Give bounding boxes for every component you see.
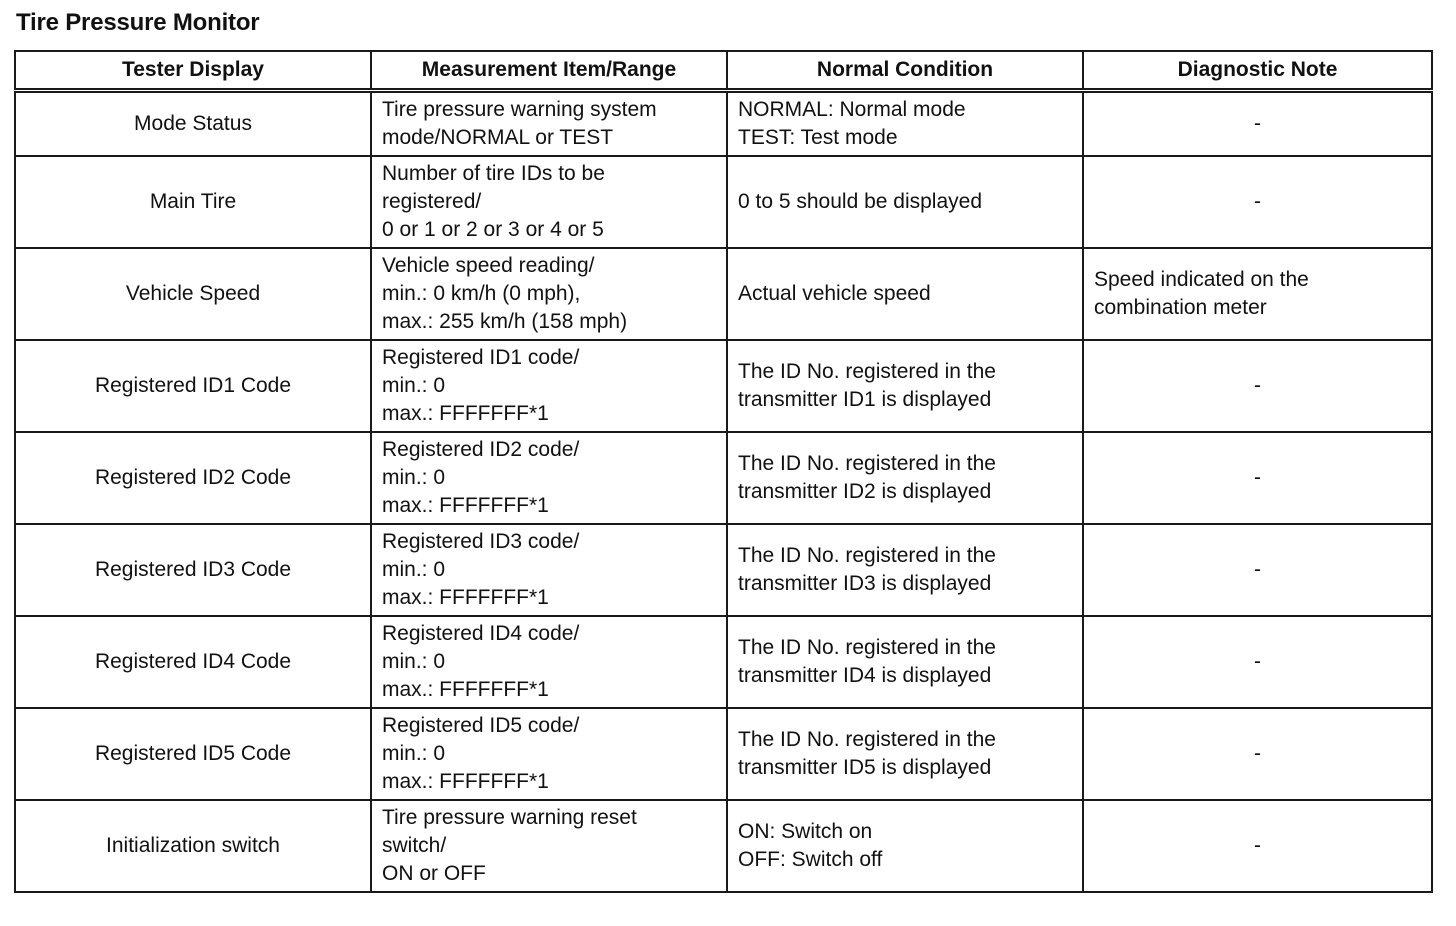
column-header-normal-condition: Normal Condition bbox=[727, 51, 1083, 91]
diagnostic-note-cell bbox=[1083, 432, 1432, 524]
normal-condition-cell-line: The ID No. registered in the bbox=[738, 544, 996, 567]
diagnostic-note-cell bbox=[1083, 340, 1432, 432]
tester-display-cell: Registered ID1 Code bbox=[15, 340, 371, 432]
measurement-range-cell-line: 0 or 1 or 2 or 3 or 4 or 5 bbox=[382, 218, 604, 241]
diagnostic-note-cell bbox=[1083, 708, 1432, 800]
normal-condition-cell-line: 0 to 5 should be displayed bbox=[738, 190, 983, 213]
table-row bbox=[15, 248, 1432, 340]
normal-condition-cell bbox=[727, 616, 1083, 708]
measurement-range-cell-line: mode/NORMAL or TEST bbox=[382, 126, 614, 149]
measurement-range-cell bbox=[371, 156, 727, 248]
normal-condition-cell-line: TEST: Test mode bbox=[738, 126, 898, 149]
measurement-range-cell-line: max.: 255 km/h (158 mph) bbox=[382, 310, 628, 333]
tester-display-cell: Mode Status bbox=[15, 91, 371, 157]
diagnostic-note-cell-line: - bbox=[1254, 190, 1261, 213]
normal-condition-cell-line: transmitter ID2 is displayed bbox=[738, 480, 992, 503]
measurement-range-cell bbox=[371, 708, 727, 800]
normal-condition-cell-line: The ID No. registered in the bbox=[738, 452, 996, 475]
diagnostic-note-cell bbox=[1083, 91, 1432, 157]
measurement-range-cell bbox=[371, 524, 727, 616]
table-row bbox=[15, 91, 1432, 157]
measurement-range-cell-line: registered/ bbox=[382, 190, 482, 213]
measurement-range-cell-line: max.: FFFFFFF*1 bbox=[382, 402, 549, 425]
measurement-range-cell-line: Tire pressure warning system bbox=[382, 98, 657, 121]
measurement-range-cell-line: max.: FFFFFFF*1 bbox=[382, 678, 549, 701]
diagnostic-note-cell-line: - bbox=[1254, 650, 1261, 673]
normal-condition-cell bbox=[727, 340, 1083, 432]
normal-condition-cell bbox=[727, 800, 1083, 892]
normal-condition-cell-line: Actual vehicle speed bbox=[738, 282, 931, 305]
data-table bbox=[14, 50, 1433, 893]
diagnostic-note-cell-line: - bbox=[1254, 112, 1261, 135]
column-header-tester-display: Tester Display bbox=[15, 51, 371, 91]
diagnostic-note-cell bbox=[1083, 524, 1432, 616]
measurement-range-cell bbox=[371, 800, 727, 892]
normal-condition-cell bbox=[727, 248, 1083, 340]
normal-condition-cell-line: The ID No. registered in the bbox=[738, 728, 996, 751]
normal-condition-cell-line: NORMAL: Normal mode bbox=[738, 98, 966, 121]
measurement-range-cell-line: Registered ID2 code/ bbox=[382, 438, 580, 461]
measurement-range-cell-line: Vehicle speed reading/ bbox=[382, 254, 595, 277]
table-row bbox=[15, 432, 1432, 524]
normal-condition-cell bbox=[727, 708, 1083, 800]
column-header-measurement-item-range: Measurement Item/Range bbox=[371, 51, 727, 91]
table-row bbox=[15, 524, 1432, 616]
normal-condition-cell-line: transmitter ID3 is displayed bbox=[738, 572, 992, 595]
page-title: Tire Pressure Monitor bbox=[16, 9, 260, 36]
measurement-range-cell bbox=[371, 616, 727, 708]
tester-display-cell: Registered ID4 Code bbox=[15, 616, 371, 708]
measurement-range-cell-line: min.: 0 km/h (0 mph), bbox=[382, 282, 581, 305]
measurement-range-cell-line: min.: 0 bbox=[382, 466, 446, 489]
measurement-range-cell-line: min.: 0 bbox=[382, 558, 446, 581]
measurement-range-cell-line: switch/ bbox=[382, 834, 447, 857]
measurement-range-cell-line: ON or OFF bbox=[382, 862, 486, 885]
diagnostic-note-cell-line: - bbox=[1254, 466, 1261, 489]
tester-display-cell: Main Tire bbox=[15, 156, 371, 248]
diagnostic-note-cell bbox=[1083, 248, 1432, 340]
normal-condition-cell bbox=[727, 524, 1083, 616]
diagnostic-note-cell-line: combination meter bbox=[1094, 296, 1267, 319]
normal-condition-cell bbox=[727, 156, 1083, 248]
table-row bbox=[15, 800, 1432, 892]
measurement-range-cell-line: Number of tire IDs to be bbox=[382, 162, 605, 185]
table-row bbox=[15, 340, 1432, 432]
measurement-range-cell-line: Registered ID3 code/ bbox=[382, 530, 580, 553]
column-header-diagnostic-note: Diagnostic Note bbox=[1083, 51, 1432, 91]
header-row bbox=[15, 51, 1432, 91]
normal-condition-cell-line: transmitter ID4 is displayed bbox=[738, 664, 992, 687]
normal-condition-cell-line: The ID No. registered in the bbox=[738, 636, 996, 659]
tester-display-cell: Initialization switch bbox=[15, 800, 371, 892]
diagnostic-note-cell bbox=[1083, 156, 1432, 248]
diagnostic-note-cell bbox=[1083, 800, 1432, 892]
diagnostic-note-cell-line: - bbox=[1254, 834, 1261, 857]
tester-display-cell: Vehicle Speed bbox=[15, 248, 371, 340]
diagnostic-note-cell bbox=[1083, 616, 1432, 708]
table-row bbox=[15, 156, 1432, 248]
diagnostic-note-cell-line: - bbox=[1254, 558, 1261, 581]
measurement-range-cell bbox=[371, 248, 727, 340]
measurement-range-cell-line: min.: 0 bbox=[382, 742, 446, 765]
normal-condition-cell-line: transmitter ID1 is displayed bbox=[738, 388, 992, 411]
tester-display-cell: Registered ID5 Code bbox=[15, 708, 371, 800]
table-body bbox=[15, 91, 1432, 893]
measurement-range-cell bbox=[371, 91, 727, 157]
normal-condition-cell bbox=[727, 91, 1083, 157]
tester-display-cell: Registered ID3 Code bbox=[15, 524, 371, 616]
normal-condition-cell-line: OFF: Switch off bbox=[738, 848, 883, 871]
measurement-range-cell-line: Registered ID5 code/ bbox=[382, 714, 580, 737]
table-row bbox=[15, 616, 1432, 708]
diagnostic-note-cell-line: - bbox=[1254, 374, 1261, 397]
diagnostic-note-cell-line: - bbox=[1254, 742, 1261, 765]
measurement-range-cell-line: max.: FFFFFFF*1 bbox=[382, 770, 549, 793]
table-row bbox=[15, 708, 1432, 800]
normal-condition-cell bbox=[727, 432, 1083, 524]
measurement-range-cell-line: Tire pressure warning reset bbox=[382, 806, 637, 829]
measurement-range-cell-line: max.: FFFFFFF*1 bbox=[382, 586, 549, 609]
measurement-range-cell bbox=[371, 432, 727, 524]
measurement-range-cell-line: Registered ID1 code/ bbox=[382, 346, 580, 369]
measurement-range-cell-line: max.: FFFFFFF*1 bbox=[382, 494, 549, 517]
diagnostic-note-cell-line: Speed indicated on the bbox=[1094, 268, 1309, 291]
measurement-range-cell bbox=[371, 340, 727, 432]
measurement-range-cell-line: min.: 0 bbox=[382, 650, 446, 673]
normal-condition-cell-line: The ID No. registered in the bbox=[738, 360, 996, 383]
normal-condition-cell-line: ON: Switch on bbox=[738, 820, 873, 843]
measurement-range-cell-line: Registered ID4 code/ bbox=[382, 622, 580, 645]
measurement-range-cell-line: min.: 0 bbox=[382, 374, 446, 397]
normal-condition-cell-line: transmitter ID5 is displayed bbox=[738, 756, 992, 779]
tester-display-cell: Registered ID2 Code bbox=[15, 432, 371, 524]
